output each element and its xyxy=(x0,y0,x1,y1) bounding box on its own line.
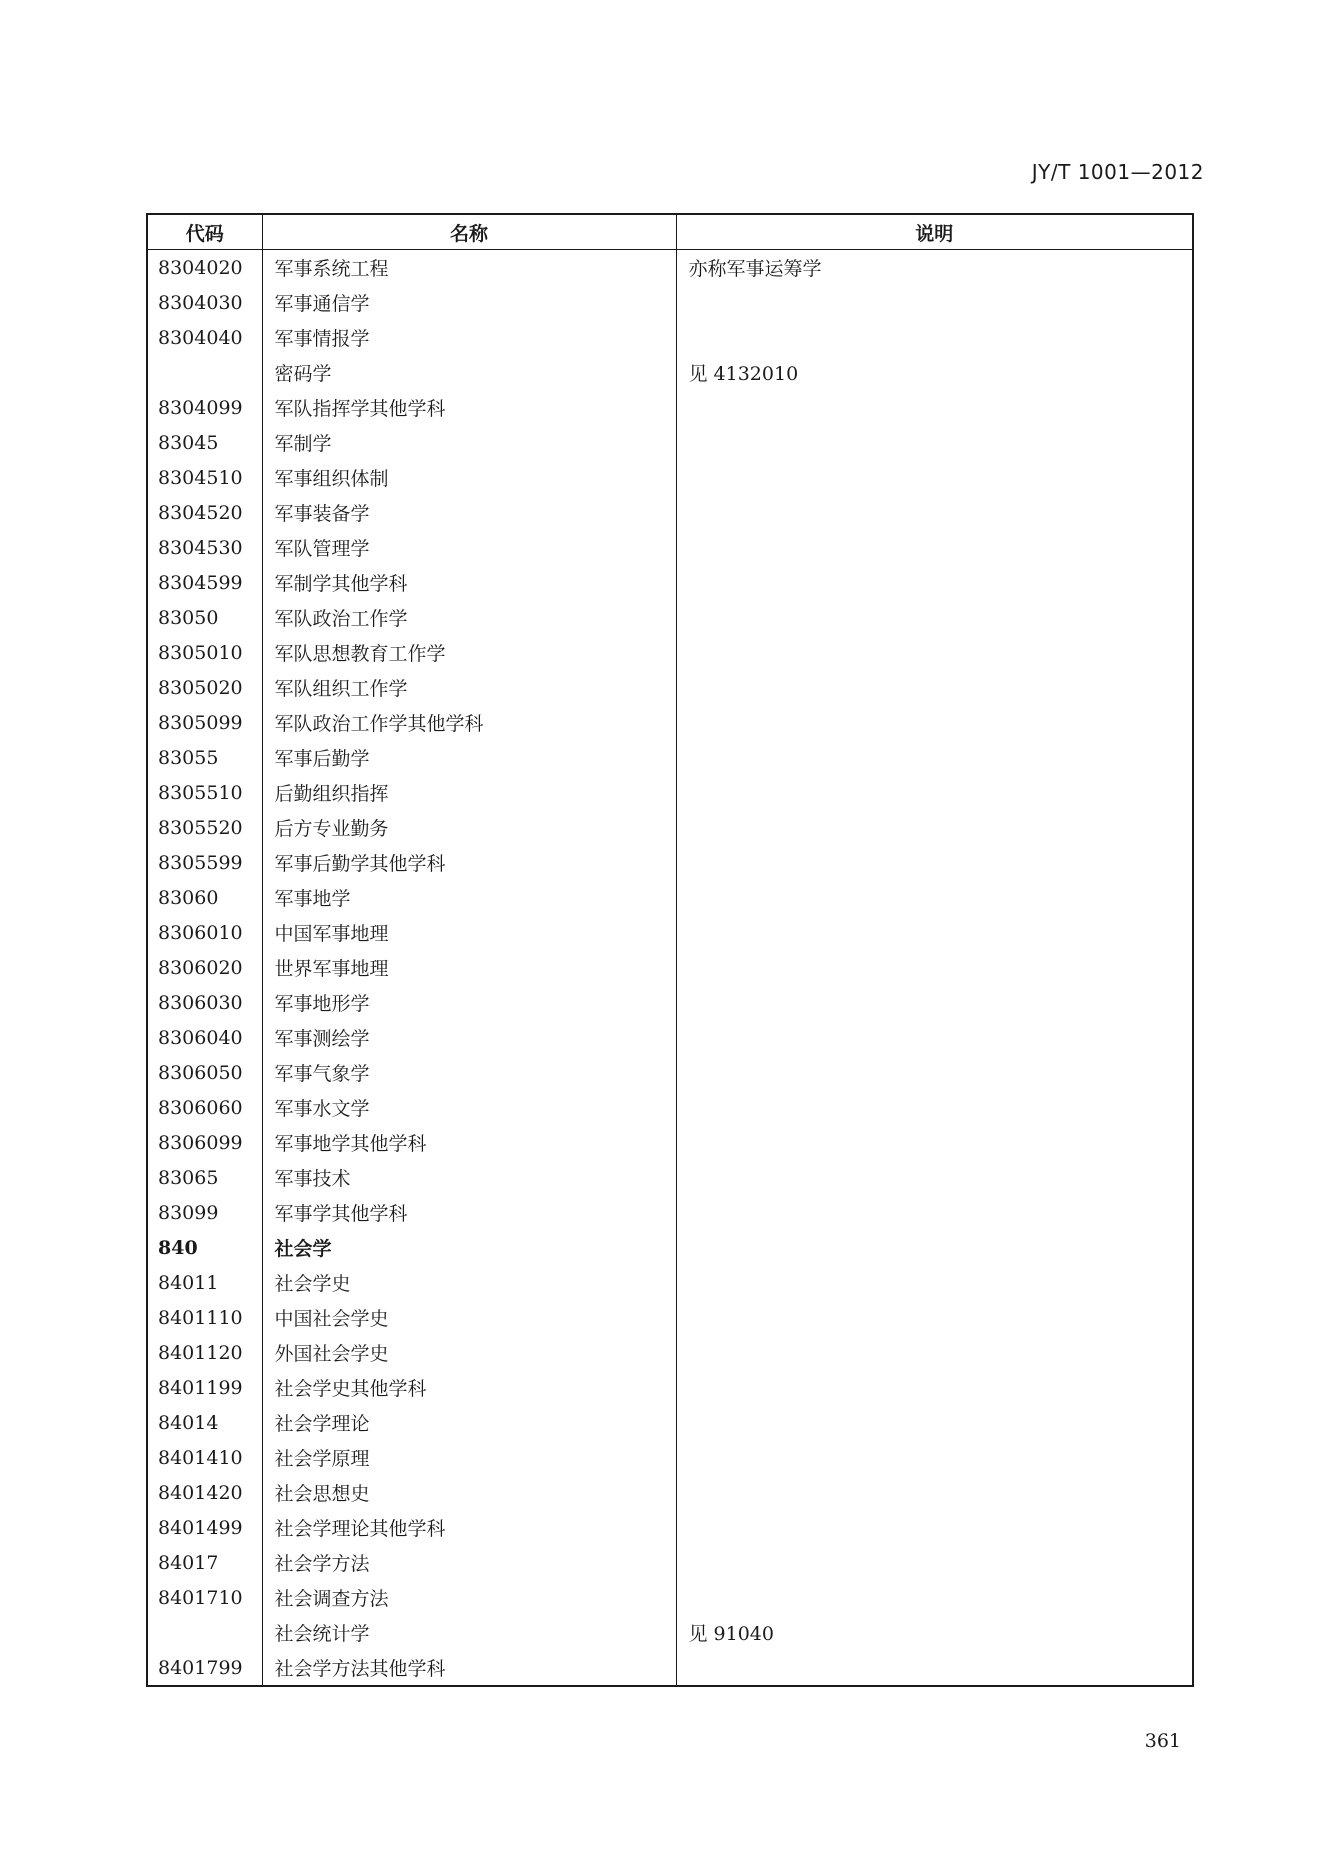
table-row xyxy=(147,460,1193,495)
table-row xyxy=(147,1020,1193,1055)
cell-name: 军事后勤学 xyxy=(262,740,676,775)
table-row xyxy=(147,425,1193,460)
cell-code: 8306040 xyxy=(158,1026,243,1049)
table-row xyxy=(147,705,1193,740)
cell-note xyxy=(676,1125,1193,1160)
table-row xyxy=(147,1580,1193,1615)
cell-code: 84011 xyxy=(158,1271,219,1294)
table-row xyxy=(147,1335,1193,1370)
cell-note: 见 91040 xyxy=(676,1615,1193,1650)
cell-name: 密码学 xyxy=(262,355,676,390)
cell-code: 8306010 xyxy=(158,921,243,944)
table-row xyxy=(147,1160,1193,1195)
cell-note xyxy=(676,1020,1193,1055)
cell-note xyxy=(676,1090,1193,1125)
table-row xyxy=(147,635,1193,670)
cell-note xyxy=(676,1335,1193,1370)
cell-name: 军队政治工作学 xyxy=(262,600,676,635)
table-row xyxy=(147,1475,1193,1510)
cell-name: 社会学方法 xyxy=(262,1545,676,1580)
column-header-name: 名称 xyxy=(262,214,676,250)
cell-name: 军事情报学 xyxy=(262,320,676,355)
page-number: 361 xyxy=(1144,1730,1181,1752)
cell-name: 中国社会学史 xyxy=(262,1300,676,1335)
cell-name: 军事地形学 xyxy=(262,985,676,1020)
table-row xyxy=(147,670,1193,705)
cell-code: 8304030 xyxy=(158,291,243,314)
table-row xyxy=(147,250,1193,286)
table-row xyxy=(147,1055,1193,1090)
cell-name: 军事后勤学其他学科 xyxy=(262,845,676,880)
cell-code: 8304040 xyxy=(158,326,243,349)
cell-code: 8304520 xyxy=(158,501,243,524)
cell-note xyxy=(676,705,1193,740)
cell-code: 83065 xyxy=(158,1166,219,1189)
cell-note xyxy=(676,1195,1193,1230)
table-row xyxy=(147,1370,1193,1405)
cell-note xyxy=(676,670,1193,705)
table-row xyxy=(147,1510,1193,1545)
table-row xyxy=(147,985,1193,1020)
table-row xyxy=(147,740,1193,775)
table-row xyxy=(147,845,1193,880)
cell-name: 社会学 xyxy=(262,1230,676,1265)
cell-name: 社会学理论其他学科 xyxy=(262,1510,676,1545)
cell-name: 社会学史 xyxy=(262,1265,676,1300)
cell-name: 军事地学其他学科 xyxy=(262,1125,676,1160)
cell-code: 8304099 xyxy=(158,396,243,419)
cell-code xyxy=(147,1615,262,1650)
cell-code: 83045 xyxy=(158,431,219,454)
table-row xyxy=(147,915,1193,950)
cell-name: 社会统计学 xyxy=(262,1615,676,1650)
cell-code: 8401499 xyxy=(158,1516,243,1539)
cell-name: 社会调查方法 xyxy=(262,1580,676,1615)
cell-code: 8306060 xyxy=(158,1096,243,1119)
cell-code: 8401420 xyxy=(158,1481,243,1504)
cell-note xyxy=(676,285,1193,320)
standard-code: JY/T 1001—2012 xyxy=(1031,160,1204,184)
cell-note xyxy=(676,1475,1193,1510)
cell-note xyxy=(676,985,1193,1020)
table-row xyxy=(147,1090,1193,1125)
cell-code: 8305099 xyxy=(158,711,243,734)
cell-note xyxy=(676,635,1193,670)
table-row xyxy=(147,355,1193,390)
cell-note: 亦称军事运筹学 xyxy=(676,250,1193,286)
cell-code: 8305010 xyxy=(158,641,243,664)
column-header-note: 说明 xyxy=(676,214,1193,250)
cell-name: 军队思想教育工作学 xyxy=(262,635,676,670)
cell-code: 8306030 xyxy=(158,991,243,1014)
cell-note xyxy=(676,845,1193,880)
table-row xyxy=(147,285,1193,320)
discipline-code-table xyxy=(146,213,1194,1687)
cell-name: 军事地学 xyxy=(262,880,676,915)
table-header-row xyxy=(147,214,1193,250)
cell-code: 8306099 xyxy=(158,1131,243,1154)
cell-code: 8401710 xyxy=(158,1586,243,1609)
cell-code: 83055 xyxy=(158,746,219,769)
cell-name: 社会学方法其他学科 xyxy=(262,1650,676,1686)
cell-name: 社会学理论 xyxy=(262,1405,676,1440)
cell-code xyxy=(147,355,262,390)
cell-code: 8401120 xyxy=(158,1341,243,1364)
cell-note xyxy=(676,460,1193,495)
cell-code: 8305599 xyxy=(158,851,243,874)
table-row xyxy=(147,1230,1193,1265)
cell-note xyxy=(676,1650,1193,1686)
cell-code: 8304530 xyxy=(158,536,243,559)
cell-name: 军事通信学 xyxy=(262,285,676,320)
cell-code: 8304599 xyxy=(158,571,243,594)
table-row xyxy=(147,1545,1193,1580)
cell-note xyxy=(676,1580,1193,1615)
cell-name: 外国社会学史 xyxy=(262,1335,676,1370)
cell-name: 军事组织体制 xyxy=(262,460,676,495)
cell-code: 8401199 xyxy=(158,1376,243,1399)
cell-name: 世界军事地理 xyxy=(262,950,676,985)
cell-name: 军事装备学 xyxy=(262,495,676,530)
cell-code: 8306020 xyxy=(158,956,243,979)
table-row xyxy=(147,1300,1193,1335)
table-row xyxy=(147,1265,1193,1300)
cell-name: 军事水文学 xyxy=(262,1090,676,1125)
cell-code: 8305020 xyxy=(158,676,243,699)
cell-name: 军队政治工作学其他学科 xyxy=(262,705,676,740)
cell-code: 8304020 xyxy=(158,256,243,279)
column-header-code: 代码 xyxy=(147,214,262,250)
cell-name: 军队指挥学其他学科 xyxy=(262,390,676,425)
cell-note xyxy=(676,320,1193,355)
cell-name: 社会学史其他学科 xyxy=(262,1370,676,1405)
cell-note xyxy=(676,915,1193,950)
table-row xyxy=(147,1125,1193,1160)
cell-note xyxy=(676,740,1193,775)
cell-note xyxy=(676,1230,1193,1265)
cell-note xyxy=(676,1370,1193,1405)
cell-name: 军队管理学 xyxy=(262,530,676,565)
table-row xyxy=(147,1650,1193,1686)
cell-code: 83060 xyxy=(158,886,219,909)
table-row xyxy=(147,390,1193,425)
cell-code: 8304510 xyxy=(158,466,243,489)
cell-code: 8401799 xyxy=(158,1656,243,1679)
table-row xyxy=(147,320,1193,355)
cell-name: 军事气象学 xyxy=(262,1055,676,1090)
cell-note xyxy=(676,810,1193,845)
cell-code: 8305520 xyxy=(158,816,243,839)
cell-note xyxy=(676,1440,1193,1475)
cell-name: 军事学其他学科 xyxy=(262,1195,676,1230)
cell-name: 社会思想史 xyxy=(262,1475,676,1510)
cell-note: 见 4132010 xyxy=(676,355,1193,390)
table-row xyxy=(147,880,1193,915)
cell-note xyxy=(676,1300,1193,1335)
cell-note xyxy=(676,1265,1193,1300)
table-row xyxy=(147,1195,1193,1230)
cell-code: 8305510 xyxy=(158,781,243,804)
table-row xyxy=(147,1405,1193,1440)
cell-note xyxy=(676,530,1193,565)
cell-name: 军制学其他学科 xyxy=(262,565,676,600)
cell-code: 83099 xyxy=(158,1201,219,1224)
cell-note xyxy=(676,1545,1193,1580)
cell-code: 83050 xyxy=(158,606,219,629)
cell-code: 8401110 xyxy=(158,1306,243,1329)
table-row xyxy=(147,950,1193,985)
table-row xyxy=(147,810,1193,845)
cell-note xyxy=(676,775,1193,810)
table-row xyxy=(147,600,1193,635)
cell-name: 军事系统工程 xyxy=(262,250,676,286)
cell-note xyxy=(676,950,1193,985)
cell-note xyxy=(676,600,1193,635)
cell-name: 军事技术 xyxy=(262,1160,676,1195)
cell-note xyxy=(676,495,1193,530)
cell-name: 中国军事地理 xyxy=(262,915,676,950)
cell-note xyxy=(676,1405,1193,1440)
table-row xyxy=(147,530,1193,565)
cell-note xyxy=(676,1510,1193,1545)
cell-name: 军制学 xyxy=(262,425,676,460)
cell-name: 社会学原理 xyxy=(262,1440,676,1475)
table-body xyxy=(147,250,1193,1687)
table-row xyxy=(147,495,1193,530)
table-row xyxy=(147,775,1193,810)
cell-note xyxy=(676,880,1193,915)
cell-code: 84014 xyxy=(158,1411,219,1434)
cell-name: 军事测绘学 xyxy=(262,1020,676,1055)
cell-code: 840 xyxy=(158,1236,198,1259)
cell-code: 8306050 xyxy=(158,1061,243,1084)
cell-name: 后勤组织指挥 xyxy=(262,775,676,810)
table-row xyxy=(147,1615,1193,1650)
cell-name: 后方专业勤务 xyxy=(262,810,676,845)
cell-note xyxy=(676,425,1193,460)
cell-note xyxy=(676,1055,1193,1090)
cell-note xyxy=(676,1160,1193,1195)
table-row xyxy=(147,1440,1193,1475)
cell-code: 84017 xyxy=(158,1551,219,1574)
cell-name: 军队组织工作学 xyxy=(262,670,676,705)
table-row xyxy=(147,565,1193,600)
cell-note xyxy=(676,390,1193,425)
cell-note xyxy=(676,565,1193,600)
cell-code: 8401410 xyxy=(158,1446,243,1469)
